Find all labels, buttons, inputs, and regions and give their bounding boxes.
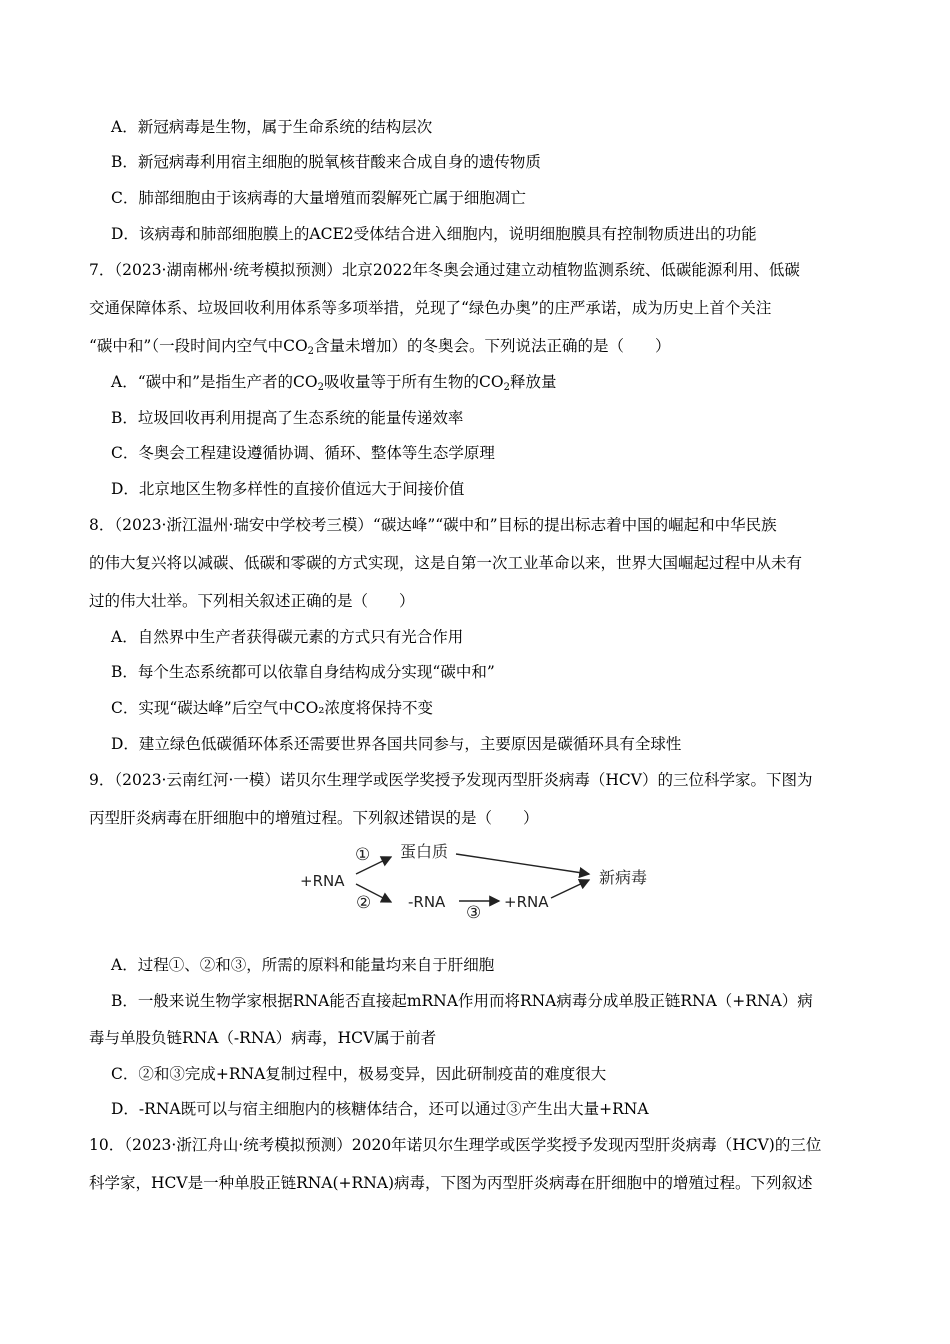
q9-option-a: A．过程①、②和③，所需的原料和能量均来自于肝细胞 [111,956,495,974]
arrow-protein-to-new-virus [456,854,589,874]
label-protein: 蛋白质 [400,842,449,861]
q9-option-d: D．-RNA既可以与宿主细胞内的核糖体结合，还可以通过③产生出大量+RNA [111,1100,649,1118]
q9-stem-line-1: 9．（2023·云南红河·一模）诺贝尔生理学或医学奖授予发现丙型肝炎病毒（HCV）的三位科学家。下图为 [89,771,813,789]
q6-option-b: B．新冠病毒利用宿主细胞的脱氧核苷酸来合成自身的遗传物质 [111,153,541,171]
q8-stem-line-1: 8．（2023·浙江温州·瑞安中学校考三模）“碳达峰”“碳中和”目标的提出标志着中国的崛起和中华民族 [89,516,777,534]
q6-option-c: C．肺部细胞由于该病毒的大量增殖而裂解死亡属于细胞凋亡 [111,189,526,207]
q7-stem-line-2: 交通保障体系、垃圾回收利用体系等多项举措，兑现了“绿色办奥”的庄严承诺，成为历史上首个关注 [89,299,772,317]
q6-option-a: A．新冠病毒是生物，属于生命系统的结构层次 [111,118,433,136]
q7-option-d: D．北京地区生物多样性的直接价值远大于间接价值 [111,480,465,498]
hcv-replication-diagram [296,838,666,922]
q8-stem-line-3: 过的伟大壮举。下列相关叙述正确的是（ ） [89,592,415,610]
q8-stem-line-2: 的伟大复兴将以减碳、低碳和零碳的方式实现，这是自第一次工业革命以来，世界大国崛起过程中从未有 [89,554,803,572]
step-1-marker: ① [355,845,371,865]
step-2-marker: ② [356,893,372,913]
label-minus-rna: -RNA [408,893,446,911]
q9-option-b-line-2: 毒与单股负链RNA（-RNA）病毒，HCV属于前者 [89,1029,437,1047]
step-3-marker: ③ [466,903,482,922]
q8-option-c: C．实现“碳达峰”后空气中CO₂浓度将保持不变 [111,699,433,717]
label-plus-rna-mid: +RNA [504,893,549,911]
q8-option-d: D．建立绿色低碳循环体系还需要世界各国共同参与，主要原因是碳循环具有全球性 [111,735,682,753]
q7-option-a: A．“碳中和”是指生产者的$CO_2$吸收量等于所有生物的$CO_2$释放量 [111,373,557,393]
q9-stem-line-2: 丙型肝炎病毒在肝细胞中的增殖过程。下列叙述错误的是（ ） [89,809,539,827]
q9-option-c: C．②和③完成+RNA复制过程中，极易变异，因此研制疫苗的难度很大 [111,1065,607,1083]
q7-stem-line-3: “碳中和”（一段时间内空气中$CO_2$含量未增加）的冬奥会。下列说法正确的是（ ） [89,337,671,357]
q6-option-d: D．该病毒和肺部细胞膜上的ACE2受体结合进入细胞内，说明细胞膜具有控制物质进出的功能 [111,225,757,243]
q8-option-a: A．自然界中生产者获得碳元素的方式只有光合作用 [111,628,464,646]
q7-option-c: C．冬奥会工程建设遵循协调、循环、整体等生态学原理 [111,444,495,462]
arrow-plus-rna-to-new-virus [551,880,589,898]
q7-option-b: B．垃圾回收再利用提高了生态系统的能量传递效率 [111,409,464,427]
label-plus-rna-start: +RNA [300,872,345,890]
q10-stem-line-2: 科学家，HCV是一种单股正链RNA(+RNA)病毒，下图为丙型肝炎病毒在肝细胞中的增殖过程。下列叙述 [89,1174,813,1192]
q8-option-b: B．每个生态系统都可以依靠自身结构成分实现“碳中和” [111,663,495,681]
q10-stem-line-1: 10．（2023·浙江舟山·统考模拟预测）2020年诺贝尔生理学或医学奖授予发现丙型肝炎病毒（HCV)的三位 [89,1136,822,1154]
q9-option-b-line-1: B．一般来说生物学家根据RNA能否直接起mRNA作用而将RNA病毒分成单股正链RNA（+RNA）病 [111,992,813,1010]
q7-stem-line-1: 7．（2023·湖南郴州·统考模拟预测）北京2022年冬奥会通过建立动植物监测系统、低碳能源利用、低碳 [89,261,800,279]
label-new-virus: 新病毒 [599,868,648,887]
